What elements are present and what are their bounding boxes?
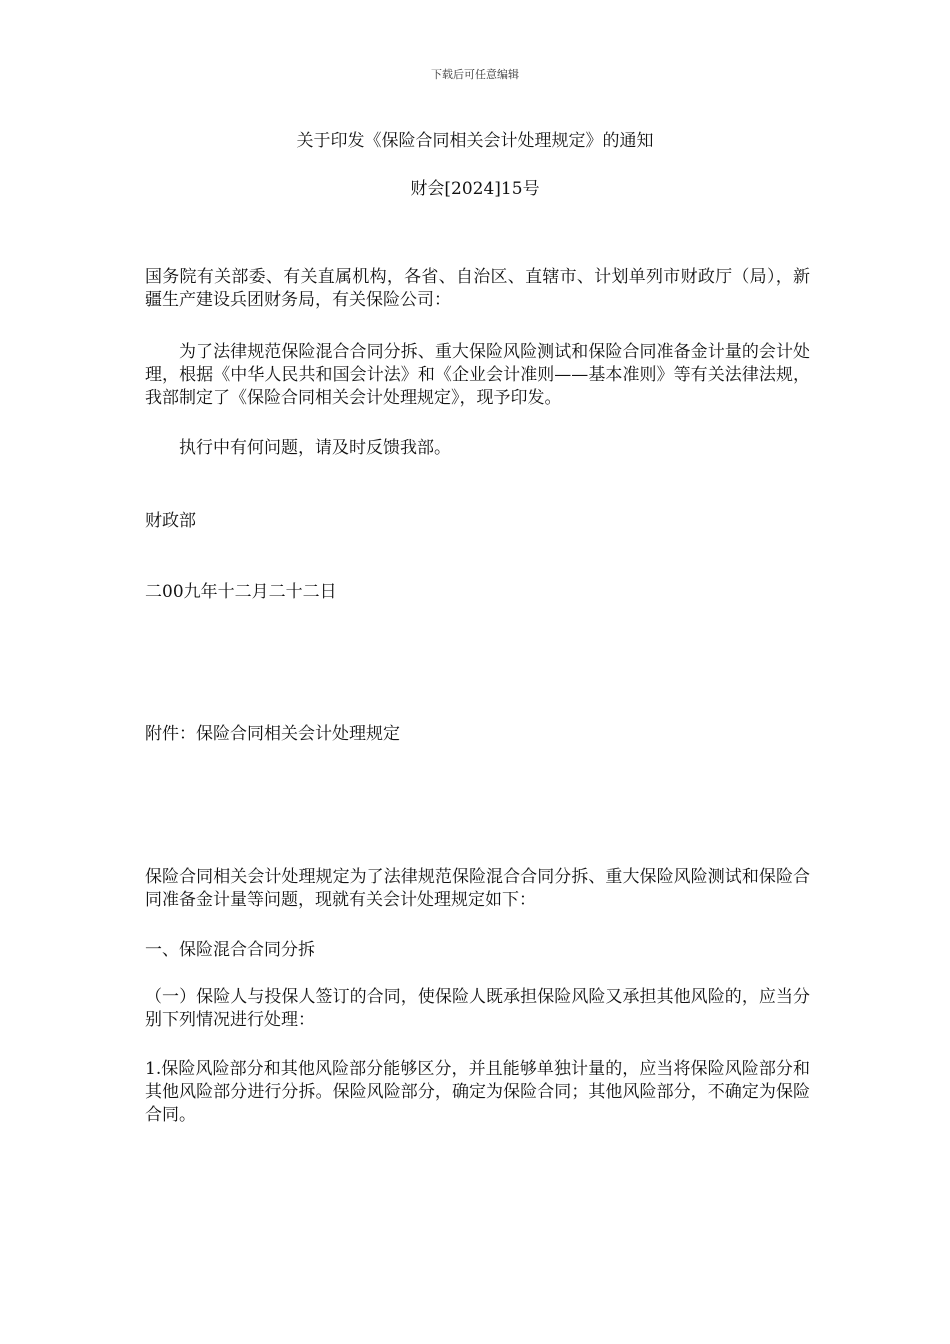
addressee-paragraph: 国务院有关部委、有关直属机构，各省、自治区、直辖市、计划单列市财政厅（局），新疆生产建设兵团财务局，有关保险公司： <box>145 267 810 310</box>
body-paragraph: 执行中有何问题，请及时反馈我部。 <box>179 438 451 458</box>
header-note: 下载后可任意编辑 <box>431 68 519 81</box>
section-heading: 一、保险混合合同分拆 <box>145 940 315 960</box>
item-paragraph: 1.保险风险部分和其他风险部分能够区分，并且能够单独计量的，应当将保险风险部分和其他风险部分进行分拆。保险风险部分，确定为保险合同；其他风险部分，不确定为保险合同。 <box>145 1059 810 1125</box>
intro-paragraph: 保险合同相关会计处理规定为了法律规范保险混合合同分拆、重大保险风险测试和保险合同准备金计量等问题，现就有关会计处理规定如下： <box>145 867 810 910</box>
body-paragraph: 为了法律规范保险混合合同分拆、重大保险风险测试和保险合同准备金计量的会计处理，根据《中华人民共和国会计法》和《企业会计准则——基本准则》等有关法律法规，我部制定了《保险合同相关会计处理规定》，现予印发。 <box>145 342 810 408</box>
attachment-line: 附件：保险合同相关会计处理规定 <box>145 724 400 744</box>
document-number: 财会[2024]15号 <box>410 179 540 199</box>
document-title: 关于印发《保险合同相关会计处理规定》的通知 <box>296 131 654 151</box>
issue-date: 二00九年十二月二十二日 <box>145 582 337 602</box>
signature: 财政部 <box>145 511 196 531</box>
subsection-paragraph: （一）保险人与投保人签订的合同，使保险人既承担保险风险又承担其他风险的，应当分别下列情况进行处理： <box>145 987 810 1030</box>
